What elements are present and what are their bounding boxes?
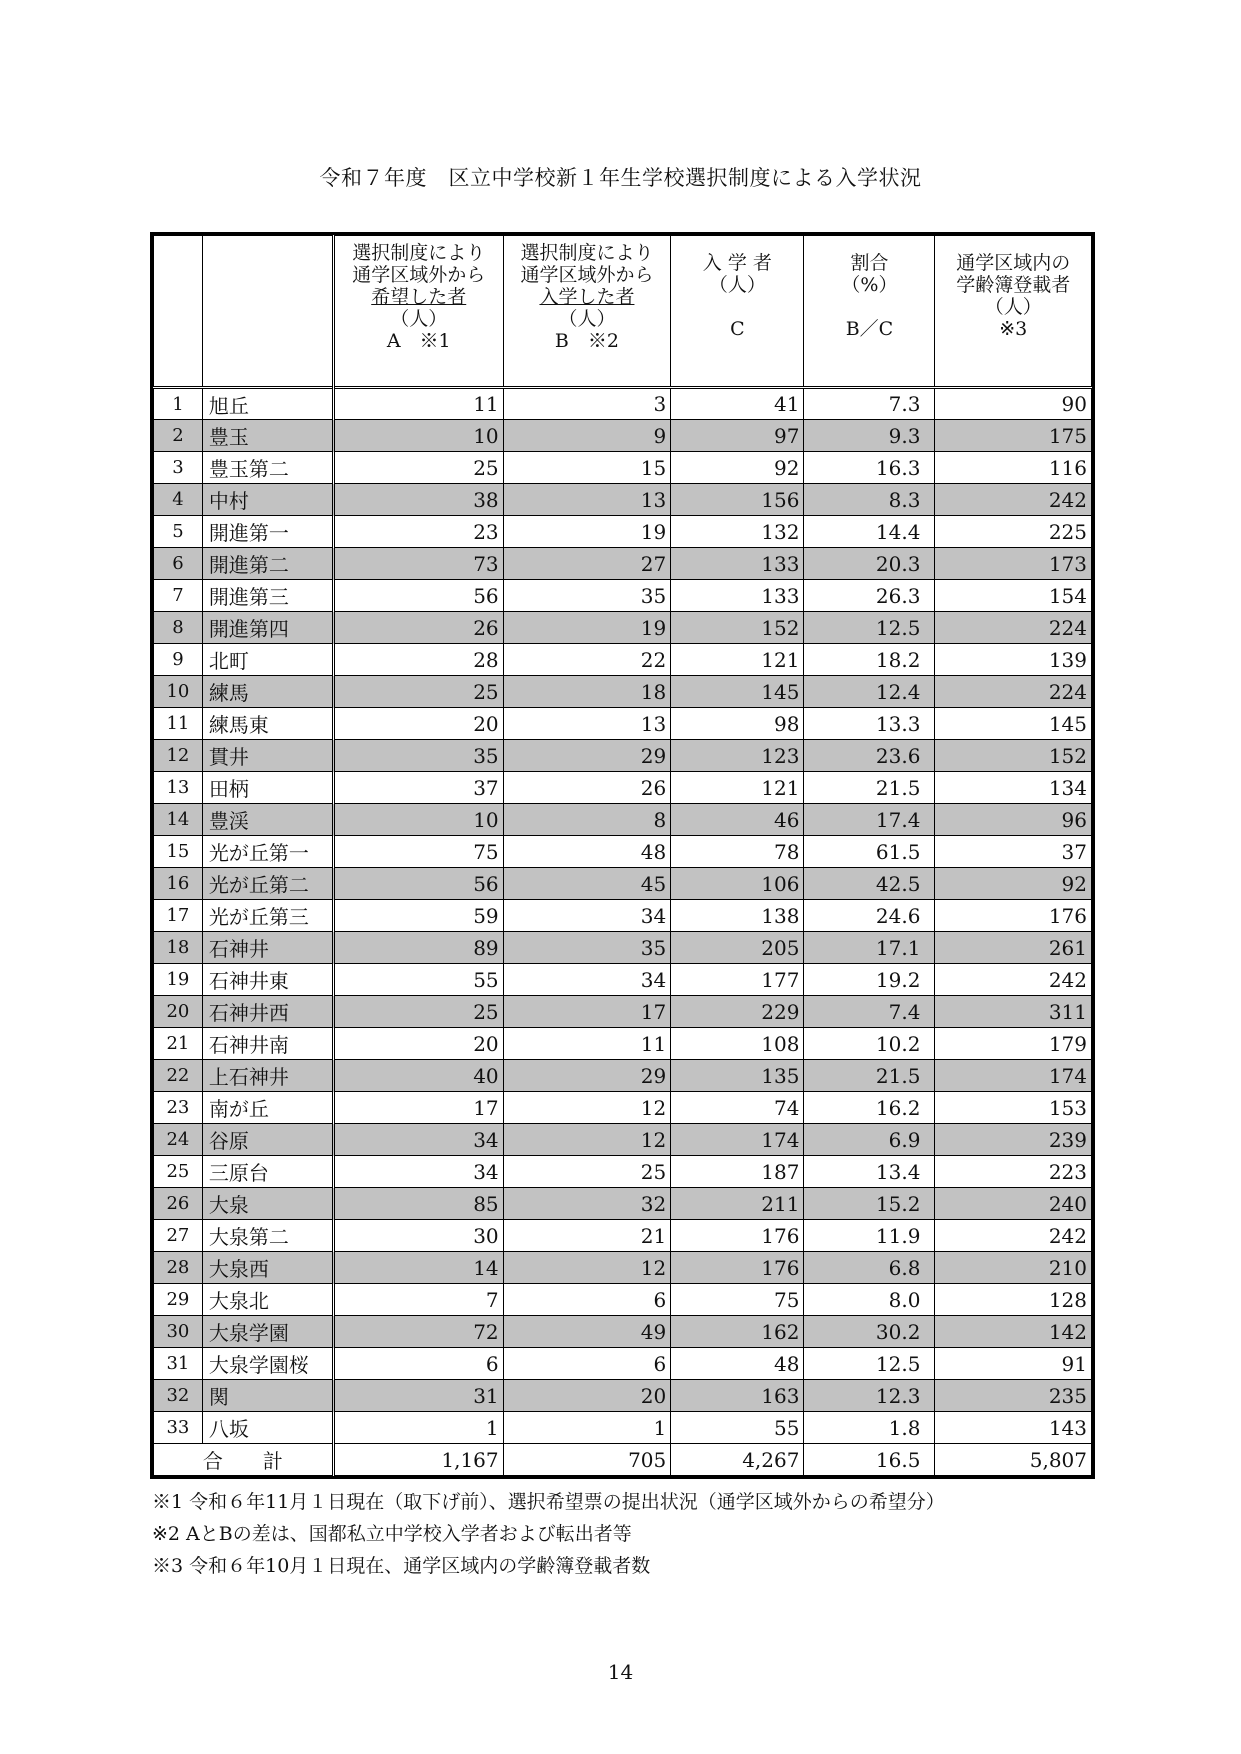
row-number-cell: 1	[154, 388, 203, 420]
header-row	[154, 236, 1092, 388]
enrolled-c-cell: 41	[671, 388, 804, 420]
table-row	[154, 1092, 1092, 1124]
school-name-cell: 豊玉	[202, 420, 333, 452]
footnote-2: ※2 AとBの差は、国都私立中学校入学者および転出者等	[152, 1523, 632, 1545]
school-name-cell: 開進第一	[202, 516, 333, 548]
school-name-cell: 開進第四	[202, 612, 333, 644]
row-number-cell: 24	[154, 1124, 203, 1156]
table-row	[154, 772, 1092, 804]
enrolled-c-cell: 121	[671, 772, 804, 804]
registered-cell: 145	[935, 708, 1092, 740]
table-row	[154, 580, 1092, 612]
ratio-cell: 26.3	[804, 580, 935, 612]
row-number-cell: 29	[154, 1284, 203, 1316]
applicants-a-cell: 73	[333, 548, 503, 580]
admitted-b-cell: 18	[503, 676, 671, 708]
admitted-b-cell: 13	[503, 484, 671, 516]
registered-cell: 242	[935, 964, 1092, 996]
registered-cell: 152	[935, 740, 1092, 772]
admitted-b-cell: 48	[503, 836, 671, 868]
ratio-cell: 24.6	[804, 900, 935, 932]
registered-cell: 96	[935, 804, 1092, 836]
admitted-b-cell: 3	[503, 388, 671, 420]
applicants-a-cell: 25	[333, 676, 503, 708]
row-number-cell: 5	[154, 516, 203, 548]
registered-cell: 153	[935, 1092, 1092, 1124]
registered-cell: 37	[935, 836, 1092, 868]
school-name-cell: 大泉	[202, 1188, 333, 1220]
registered-cell: 261	[935, 932, 1092, 964]
table-row	[154, 708, 1092, 740]
total-label: 合計	[154, 1444, 334, 1476]
school-name-cell: 豊渓	[202, 804, 333, 836]
enrolled-c-cell: 121	[671, 644, 804, 676]
admitted-b-cell: 19	[503, 612, 671, 644]
table-row	[154, 1188, 1092, 1220]
school-name-cell: 田柄	[202, 772, 333, 804]
registered-cell: 128	[935, 1284, 1092, 1316]
applicants-a-cell: 40	[333, 1060, 503, 1092]
header-col-b: 選択制度により 通学区域外から 入学した者 （人） B ※2	[503, 236, 671, 388]
applicants-a-cell: 38	[333, 484, 503, 516]
admitted-b-cell: 35	[503, 580, 671, 612]
enrolled-c-cell: 123	[671, 740, 804, 772]
ratio-cell: 42.5	[804, 868, 935, 900]
ratio-cell: 30.2	[804, 1316, 935, 1348]
admitted-b-cell: 34	[503, 900, 671, 932]
school-name-cell: 光が丘第三	[202, 900, 333, 932]
school-name-cell: 豊玉第二	[202, 452, 333, 484]
applicants-a-cell: 14	[333, 1252, 503, 1284]
page-title: 令和７年度 区立中学校新１年生学校選択制度による入学状況	[319, 166, 922, 190]
table-body	[154, 388, 1092, 1476]
applicants-a-cell: 20	[333, 1028, 503, 1060]
registered-cell: 311	[935, 996, 1092, 1028]
registered-cell: 224	[935, 612, 1092, 644]
row-number-cell: 32	[154, 1380, 203, 1412]
registered-cell: 139	[935, 644, 1092, 676]
ratio-cell: 12.5	[804, 1348, 935, 1380]
ratio-cell: 21.5	[804, 1060, 935, 1092]
table-row	[154, 900, 1092, 932]
applicants-a-cell: 28	[333, 644, 503, 676]
row-number-cell: 12	[154, 740, 203, 772]
total-ratio-cell: 16.5	[804, 1444, 935, 1476]
enrolled-c-cell: 75	[671, 1284, 804, 1316]
registered-cell: 143	[935, 1412, 1092, 1444]
applicants-a-cell: 89	[333, 932, 503, 964]
table-row	[154, 1156, 1092, 1188]
table-row	[154, 1028, 1092, 1060]
registered-cell: 174	[935, 1060, 1092, 1092]
ratio-cell: 17.4	[804, 804, 935, 836]
school-name-cell: 三原台	[202, 1156, 333, 1188]
enrolled-c-cell: 156	[671, 484, 804, 516]
table-row	[154, 1380, 1092, 1412]
school-name-cell: 中村	[202, 484, 333, 516]
enrolled-c-cell: 162	[671, 1316, 804, 1348]
applicants-a-cell: 17	[333, 1092, 503, 1124]
ratio-cell: 18.2	[804, 644, 935, 676]
header-school	[202, 236, 333, 388]
ratio-cell: 13.3	[804, 708, 935, 740]
admitted-b-cell: 15	[503, 452, 671, 484]
registered-cell: 173	[935, 548, 1092, 580]
enrolled-c-cell: 163	[671, 1380, 804, 1412]
row-number-cell: 21	[154, 1028, 203, 1060]
applicants-a-cell: 23	[333, 516, 503, 548]
school-name-cell: 大泉学園	[202, 1316, 333, 1348]
admitted-b-cell: 6	[503, 1348, 671, 1380]
admission-table-frame	[150, 232, 1095, 1479]
school-name-cell: 石神井	[202, 932, 333, 964]
row-number-cell: 20	[154, 996, 203, 1028]
row-number-cell: 16	[154, 868, 203, 900]
row-number-cell: 17	[154, 900, 203, 932]
header-no	[154, 236, 203, 388]
applicants-a-cell: 59	[333, 900, 503, 932]
row-number-cell: 7	[154, 580, 203, 612]
table-row	[154, 548, 1092, 580]
ratio-cell: 23.6	[804, 740, 935, 772]
enrolled-c-cell: 55	[671, 1412, 804, 1444]
ratio-cell: 15.2	[804, 1188, 935, 1220]
row-number-cell: 23	[154, 1092, 203, 1124]
applicants-a-cell: 25	[333, 452, 503, 484]
school-name-cell: 練馬	[202, 676, 333, 708]
admitted-b-cell: 20	[503, 1380, 671, 1412]
row-number-cell: 25	[154, 1156, 203, 1188]
row-number-cell: 33	[154, 1412, 203, 1444]
admitted-b-cell: 29	[503, 1060, 671, 1092]
registered-cell: 210	[935, 1252, 1092, 1284]
table-row	[154, 1060, 1092, 1092]
total-c-cell: 4,267	[671, 1444, 804, 1476]
ratio-cell: 13.4	[804, 1156, 935, 1188]
table-row	[154, 1220, 1092, 1252]
admitted-b-cell: 29	[503, 740, 671, 772]
applicants-a-cell: 31	[333, 1380, 503, 1412]
applicants-a-cell: 10	[333, 804, 503, 836]
row-number-cell: 8	[154, 612, 203, 644]
row-number-cell: 27	[154, 1220, 203, 1252]
school-name-cell: 開進第三	[202, 580, 333, 612]
row-number-cell: 10	[154, 676, 203, 708]
enrolled-c-cell: 229	[671, 996, 804, 1028]
footnote-3: ※3 令和６年10月１日現在、通学区域内の学齢簿登載者数	[152, 1555, 651, 1577]
admitted-b-cell: 17	[503, 996, 671, 1028]
enrolled-c-cell: 106	[671, 868, 804, 900]
table-row	[154, 484, 1092, 516]
school-name-cell: 光が丘第二	[202, 868, 333, 900]
applicants-a-cell: 34	[333, 1124, 503, 1156]
enrolled-c-cell: 211	[671, 1188, 804, 1220]
registered-cell: 179	[935, 1028, 1092, 1060]
registered-cell: 90	[935, 388, 1092, 420]
registered-cell: 154	[935, 580, 1092, 612]
ratio-cell: 11.9	[804, 1220, 935, 1252]
ratio-cell: 8.3	[804, 484, 935, 516]
total-a-cell: 1,167	[333, 1444, 503, 1476]
applicants-a-cell: 56	[333, 580, 503, 612]
registered-cell: 91	[935, 1348, 1092, 1380]
ratio-cell: 12.5	[804, 612, 935, 644]
school-name-cell: 旭丘	[202, 388, 333, 420]
school-name-cell: 大泉北	[202, 1284, 333, 1316]
admitted-b-cell: 26	[503, 772, 671, 804]
applicants-a-cell: 56	[333, 868, 503, 900]
enrolled-c-cell: 174	[671, 1124, 804, 1156]
table-row	[154, 644, 1092, 676]
ratio-cell: 7.3	[804, 388, 935, 420]
ratio-cell: 6.9	[804, 1124, 935, 1156]
enrolled-c-cell: 97	[671, 420, 804, 452]
footnote-1: ※1 令和６年11月１日現在（取下げ前）、選択希望票の提出状況（通学区域外からの希望分）	[152, 1491, 945, 1513]
row-number-cell: 28	[154, 1252, 203, 1284]
enrolled-c-cell: 48	[671, 1348, 804, 1380]
row-number-cell: 19	[154, 964, 203, 996]
enrolled-c-cell: 108	[671, 1028, 804, 1060]
school-name-cell: 関	[202, 1380, 333, 1412]
ratio-cell: 7.4	[804, 996, 935, 1028]
ratio-cell: 1.8	[804, 1412, 935, 1444]
enrolled-c-cell: 205	[671, 932, 804, 964]
ratio-cell: 16.3	[804, 452, 935, 484]
admitted-b-cell: 8	[503, 804, 671, 836]
total-registered-cell: 5,807	[935, 1444, 1092, 1476]
registered-cell: 92	[935, 868, 1092, 900]
row-number-cell: 11	[154, 708, 203, 740]
enrolled-c-cell: 133	[671, 548, 804, 580]
admitted-b-cell: 12	[503, 1252, 671, 1284]
ratio-cell: 20.3	[804, 548, 935, 580]
school-name-cell: 南が丘	[202, 1092, 333, 1124]
enrolled-c-cell: 98	[671, 708, 804, 740]
registered-cell: 225	[935, 516, 1092, 548]
enrolled-c-cell: 74	[671, 1092, 804, 1124]
ratio-cell: 6.8	[804, 1252, 935, 1284]
registered-cell: 242	[935, 484, 1092, 516]
enrolled-c-cell: 92	[671, 452, 804, 484]
table-row	[154, 740, 1092, 772]
admission-table	[153, 235, 1092, 1476]
table-row	[154, 1348, 1092, 1380]
applicants-a-cell: 20	[333, 708, 503, 740]
admitted-b-cell: 19	[503, 516, 671, 548]
enrolled-c-cell: 187	[671, 1156, 804, 1188]
row-number-cell: 14	[154, 804, 203, 836]
admitted-b-cell: 6	[503, 1284, 671, 1316]
registered-cell: 142	[935, 1316, 1092, 1348]
admitted-b-cell: 49	[503, 1316, 671, 1348]
admitted-b-cell: 21	[503, 1220, 671, 1252]
school-name-cell: 開進第二	[202, 548, 333, 580]
header-col-a: 選択制度により 通学区域外から 希望した者 （人） A ※1	[333, 236, 503, 388]
applicants-a-cell: 85	[333, 1188, 503, 1220]
admitted-b-cell: 32	[503, 1188, 671, 1220]
enrolled-c-cell: 177	[671, 964, 804, 996]
row-number-cell: 4	[154, 484, 203, 516]
registered-cell: 239	[935, 1124, 1092, 1156]
enrolled-c-cell: 135	[671, 1060, 804, 1092]
ratio-cell: 12.3	[804, 1380, 935, 1412]
ratio-cell: 19.2	[804, 964, 935, 996]
applicants-a-cell: 37	[333, 772, 503, 804]
enrolled-c-cell: 176	[671, 1220, 804, 1252]
enrolled-c-cell: 152	[671, 612, 804, 644]
row-number-cell: 30	[154, 1316, 203, 1348]
admitted-b-cell: 11	[503, 1028, 671, 1060]
registered-cell: 116	[935, 452, 1092, 484]
enrolled-c-cell: 46	[671, 804, 804, 836]
row-number-cell: 13	[154, 772, 203, 804]
registered-cell: 235	[935, 1380, 1092, 1412]
row-number-cell: 18	[154, 932, 203, 964]
applicants-a-cell: 25	[333, 996, 503, 1028]
table-row	[154, 932, 1092, 964]
table-row	[154, 868, 1092, 900]
ratio-cell: 17.1	[804, 932, 935, 964]
registered-cell: 175	[935, 420, 1092, 452]
ratio-cell: 21.5	[804, 772, 935, 804]
registered-cell: 134	[935, 772, 1092, 804]
registered-cell: 224	[935, 676, 1092, 708]
table-row	[154, 996, 1092, 1028]
row-number-cell: 22	[154, 1060, 203, 1092]
school-name-cell: 大泉学園桜	[202, 1348, 333, 1380]
row-number-cell: 3	[154, 452, 203, 484]
table-row	[154, 1284, 1092, 1316]
admitted-b-cell: 35	[503, 932, 671, 964]
ratio-cell: 10.2	[804, 1028, 935, 1060]
admitted-b-cell: 13	[503, 708, 671, 740]
enrolled-c-cell: 133	[671, 580, 804, 612]
table-row	[154, 804, 1092, 836]
applicants-a-cell: 30	[333, 1220, 503, 1252]
table-row	[154, 1316, 1092, 1348]
admitted-b-cell: 27	[503, 548, 671, 580]
admitted-b-cell: 9	[503, 420, 671, 452]
header-col-ratio: 割合 （%） B／C	[804, 236, 935, 388]
school-name-cell: 練馬東	[202, 708, 333, 740]
admitted-b-cell: 22	[503, 644, 671, 676]
row-number-cell: 9	[154, 644, 203, 676]
admitted-b-cell: 1	[503, 1412, 671, 1444]
enrolled-c-cell: 138	[671, 900, 804, 932]
table-row	[154, 676, 1092, 708]
total-row	[154, 1444, 1092, 1476]
registered-cell: 240	[935, 1188, 1092, 1220]
school-name-cell: 谷原	[202, 1124, 333, 1156]
registered-cell: 176	[935, 900, 1092, 932]
table-row	[154, 452, 1092, 484]
ratio-cell: 16.2	[804, 1092, 935, 1124]
school-name-cell: 光が丘第一	[202, 836, 333, 868]
table-row	[154, 1124, 1092, 1156]
applicants-a-cell: 55	[333, 964, 503, 996]
table-row	[154, 516, 1092, 548]
row-number-cell: 6	[154, 548, 203, 580]
applicants-a-cell: 1	[333, 1412, 503, 1444]
table-row	[154, 388, 1092, 420]
applicants-a-cell: 7	[333, 1284, 503, 1316]
enrolled-c-cell: 78	[671, 836, 804, 868]
registered-cell: 223	[935, 1156, 1092, 1188]
ratio-cell: 8.0	[804, 1284, 935, 1316]
enrolled-c-cell: 145	[671, 676, 804, 708]
applicants-a-cell: 75	[333, 836, 503, 868]
ratio-cell: 12.4	[804, 676, 935, 708]
applicants-a-cell: 72	[333, 1316, 503, 1348]
school-name-cell: 石神井西	[202, 996, 333, 1028]
admitted-b-cell: 25	[503, 1156, 671, 1188]
row-number-cell: 31	[154, 1348, 203, 1380]
table-row	[154, 1252, 1092, 1284]
enrolled-c-cell: 176	[671, 1252, 804, 1284]
row-number-cell: 15	[154, 836, 203, 868]
applicants-a-cell: 11	[333, 388, 503, 420]
admitted-b-cell: 12	[503, 1124, 671, 1156]
ratio-cell: 9.3	[804, 420, 935, 452]
applicants-a-cell: 10	[333, 420, 503, 452]
table-row	[154, 836, 1092, 868]
school-name-cell: 貫井	[202, 740, 333, 772]
school-name-cell: 八坂	[202, 1412, 333, 1444]
table-row	[154, 420, 1092, 452]
applicants-a-cell: 26	[333, 612, 503, 644]
table-row	[154, 964, 1092, 996]
table-row	[154, 1412, 1092, 1444]
header-col-registered: 通学区域内の 学齢簿登載者 （人） ※3	[935, 236, 1092, 388]
admitted-b-cell: 12	[503, 1092, 671, 1124]
applicants-a-cell: 6	[333, 1348, 503, 1380]
applicants-a-cell: 34	[333, 1156, 503, 1188]
school-name-cell: 大泉第二	[202, 1220, 333, 1252]
ratio-cell: 61.5	[804, 836, 935, 868]
table-row	[154, 612, 1092, 644]
footnotes	[152, 1486, 945, 1582]
registered-cell: 242	[935, 1220, 1092, 1252]
school-name-cell: 北町	[202, 644, 333, 676]
enrolled-c-cell: 132	[671, 516, 804, 548]
school-name-cell: 上石神井	[202, 1060, 333, 1092]
applicants-a-cell: 35	[333, 740, 503, 772]
page-number: 14	[607, 1660, 634, 1684]
total-b-cell: 705	[503, 1444, 671, 1476]
header-col-c: 入 学 者 （人） C	[671, 236, 804, 388]
row-number-cell: 2	[154, 420, 203, 452]
row-number-cell: 26	[154, 1188, 203, 1220]
school-name-cell: 大泉西	[202, 1252, 333, 1284]
ratio-cell: 14.4	[804, 516, 935, 548]
school-name-cell: 石神井南	[202, 1028, 333, 1060]
admitted-b-cell: 45	[503, 868, 671, 900]
school-name-cell: 石神井東	[202, 964, 333, 996]
admitted-b-cell: 34	[503, 964, 671, 996]
